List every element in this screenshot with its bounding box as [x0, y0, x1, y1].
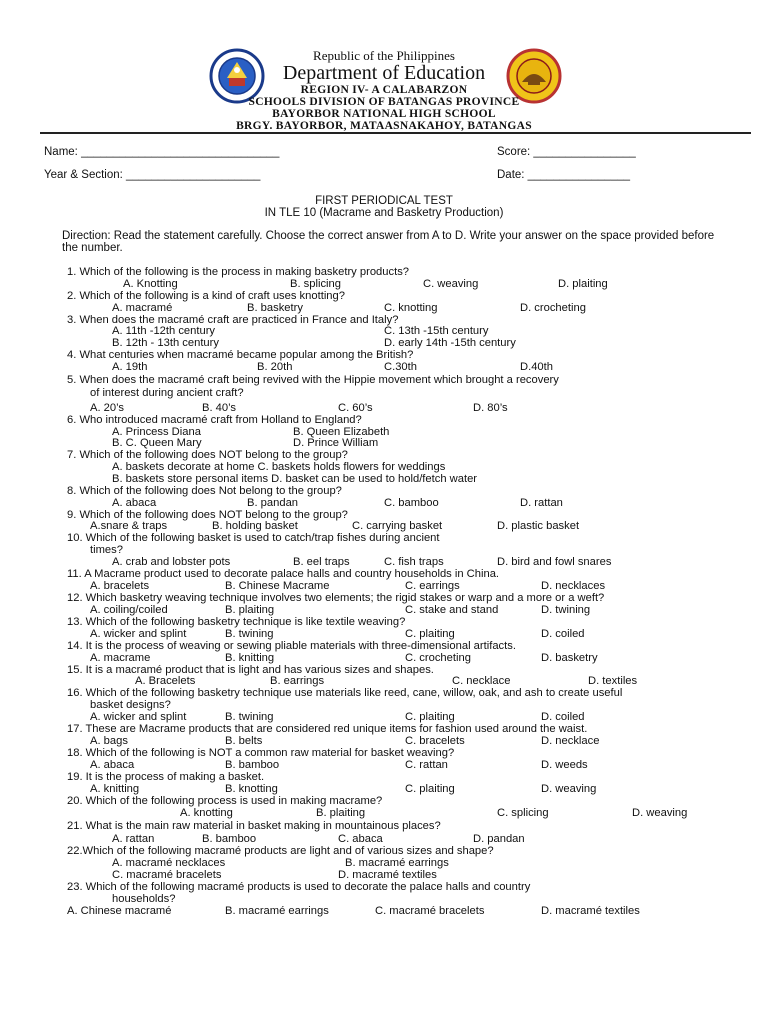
question-line: 8. Which of the following does Not belong to the group? — [67, 485, 342, 497]
question-line: C. macramé bracelets — [375, 905, 485, 917]
question-line: 13. Which of the following basketry technique is like textile weaving? — [67, 616, 406, 628]
question-line: D. macramé textiles — [541, 905, 640, 917]
question-line: 19. It is the process of making a basket. — [67, 771, 265, 783]
question-line: C. 60’s — [338, 402, 373, 414]
question-line: A. baskets decorate at home C. baskets holds flowers for weddings — [112, 461, 446, 473]
header-region: REGION IV- A CALABARZON — [300, 84, 468, 96]
score-field[interactable]: Score: ________________ — [497, 146, 636, 158]
name-field[interactable]: Name: _______________________________ — [44, 146, 280, 158]
question-line: B. baskets store personal items D. basket can be used to hold/fetch water — [112, 473, 478, 485]
question-line: 2. Which of the following is a kind of craft uses knotting? — [67, 290, 345, 302]
question-line: 9. Which of the following does NOT belong to the group? — [67, 509, 348, 521]
question-line: A. 20’s — [90, 402, 124, 414]
question-line: 18. Which of the following is NOT a common raw material for basket weaving? — [67, 747, 455, 759]
question-line: A. coiling/coiled — [90, 604, 168, 616]
question-line: B. 20th — [257, 361, 293, 373]
question-line: 22.Which of the following macramé products are light and of various sizes and shape? — [67, 845, 494, 857]
question-line: C. knotting — [384, 302, 438, 314]
question-line: A. crab and lobster pots — [112, 556, 231, 568]
question-line: D. weeds — [541, 759, 588, 771]
question-line: A.snare & traps — [90, 520, 168, 532]
question-line: D. bird and fowl snares — [497, 556, 612, 568]
header-address: BRGY. BAYORBOR, MATAASNAKAHOY, BATANGAS — [236, 120, 532, 132]
header-division: SCHOOLS DIVISION OF BATANGAS PROVINCE — [248, 96, 520, 108]
question-line: 14. It is the process of weaving or sewing pliable materials with three-dimensional artifacts. — [67, 640, 516, 652]
question-line: D. basketry — [541, 652, 598, 664]
header-republic: Republic of the Philippines — [313, 48, 455, 63]
question-line: B. basketry — [247, 302, 303, 314]
question-line: D. pandan — [473, 833, 525, 845]
question-line: B. macramé earrings — [225, 905, 329, 917]
question-line: B. macramé earrings — [345, 857, 449, 869]
header-school: BAYORBOR NATIONAL HIGH SCHOOL — [272, 108, 496, 120]
question-line: C. abaca — [338, 833, 383, 845]
question-line: 4. What centuries when macramé became popular among the British? — [67, 349, 414, 361]
question-line: D. early 14th -15th century — [384, 337, 516, 349]
question-line: A. abaca — [112, 497, 157, 509]
question-line: 23. Which of the following macramé products is used to decorate the palace halls and country — [67, 881, 531, 893]
question-line: D. plaiting — [558, 278, 608, 290]
question-line: B. plaiting — [316, 807, 366, 819]
question-line: A. macramé necklaces — [112, 857, 226, 869]
question-line: B. knitting — [225, 652, 275, 664]
question-line: B. holding basket — [212, 520, 298, 532]
question-line: D. necklace — [541, 735, 600, 747]
question-line: 11. A Macrame product used to decorate palace halls and country households in China. — [67, 568, 500, 580]
question-line: B. earrings — [270, 675, 325, 687]
question-line: basket designs? — [90, 699, 171, 711]
question-line: B. twining — [225, 711, 274, 723]
question-line: B. pandan — [247, 497, 299, 509]
question-line: B. knotting — [225, 783, 278, 795]
question-line: D. crocheting — [520, 302, 586, 314]
question-line: 6. Who introduced macramé craft from Holland to England? — [67, 414, 362, 426]
question-line: A. bracelets — [90, 580, 150, 592]
test-subtitle: IN TLE 10 (Macrame and Basketry Production) — [264, 207, 504, 219]
question-line: 1. Which of the following is the process in making basketry products? — [67, 266, 410, 278]
question-line: D. rattan — [520, 497, 563, 509]
question-line: 7. Which of the following does NOT belong to the group? — [67, 449, 348, 461]
question-line: B. 40’s — [202, 402, 236, 414]
question-line: 17. These are Macrame products that are considered red unique items for fashion used around the waist. — [67, 723, 588, 735]
question-line: households? — [112, 893, 176, 905]
question-line: C. plaiting — [405, 628, 455, 640]
question-line: B. bamboo — [225, 759, 280, 771]
question-line: 5. When does the macramé craft being revived with the Hippie movement which brought a recovery — [67, 374, 559, 386]
section-field[interactable]: Year & Section: _____________________ — [44, 169, 261, 181]
question-line: A. 19th — [112, 361, 148, 373]
question-line: C. macramé bracelets — [112, 869, 222, 881]
question-line: C. splicing — [497, 807, 549, 819]
question-line: B. Chinese Macrame — [225, 580, 330, 592]
question-line: D.40th — [520, 361, 553, 373]
question-line: C. necklace — [452, 675, 511, 687]
question-line: B. twining — [225, 628, 274, 640]
question-line: A. macrame — [90, 652, 151, 664]
header-department: Department of Education — [282, 62, 486, 84]
question-line: A. Chinese macramé — [67, 905, 172, 917]
question-line: B. eel traps — [293, 556, 350, 568]
question-line: D. textiles — [588, 675, 638, 687]
question-line: B. splicing — [290, 278, 341, 290]
question-line: D. twining — [541, 604, 591, 616]
question-line: 10. Which of the following basket is used to catch/trap fishes during ancient — [67, 532, 440, 544]
question-line: A. rattan — [112, 833, 155, 845]
question-line: C. plaiting — [405, 783, 455, 795]
header-divider — [40, 132, 751, 134]
question-line: B. belts — [225, 735, 263, 747]
question-line: C. stake and stand — [405, 604, 499, 616]
question-line: A. knitting — [90, 783, 140, 795]
question-line: C. earrings — [405, 580, 460, 592]
question-line: D. necklaces — [541, 580, 606, 592]
question-line: A. Knotting — [123, 278, 178, 290]
question-line: A. knotting — [180, 807, 233, 819]
question-line: B. plaiting — [225, 604, 275, 616]
question-line: C. bracelets — [405, 735, 465, 747]
question-line: 20. Which of the following process is used in making macrame? — [67, 795, 383, 807]
question-line: 3. When does the macramé craft are practiced in France and Italy? — [67, 314, 399, 326]
question-line: A. wicker and splint — [90, 711, 187, 723]
question-line: C. fish traps — [384, 556, 444, 568]
question-line: C. plaiting — [405, 711, 455, 723]
date-field[interactable]: Date: ________________ — [497, 169, 631, 181]
question-line: D. coiled — [541, 711, 585, 723]
question-line: C. carrying basket — [352, 520, 443, 532]
question-line: B. C. Queen Mary — [112, 437, 202, 449]
question-line: A. Princess Diana — [112, 426, 201, 438]
question-line: D. Prince William — [293, 437, 379, 449]
question-line: A. Bracelets — [135, 675, 196, 687]
question-line: C. weaving — [423, 278, 479, 290]
question-line: A. bags — [90, 735, 128, 747]
question-line: C. crocheting — [405, 652, 471, 664]
test-title: FIRST PERIODICAL TEST — [315, 195, 453, 207]
question-line: D. weaving — [632, 807, 688, 819]
test-direction: Direction: Read the statement carefully. Choose the correct answer from A to D. Write your answer on the space provided before the number. — [62, 230, 715, 254]
question-line: A. 11th -12th century — [112, 325, 216, 337]
question-line: B. bamboo — [202, 833, 257, 845]
question-line: C. bamboo — [384, 497, 439, 509]
question-line: 15. It is a macramé product that is light and has various sizes and shapes. — [67, 664, 434, 676]
question-line: B. Queen Elizabeth — [293, 426, 390, 438]
question-line: A. wicker and splint — [90, 628, 187, 640]
question-line: D. weaving — [541, 783, 597, 795]
question-line: of interest during ancient craft? — [90, 387, 244, 399]
question-line: C.30th — [384, 361, 417, 373]
question-line: 16. Which of the following basketry technique use materials like reed, cane, willow, oak, and ash to create useful — [67, 687, 623, 699]
question-line: 21. What is the main raw material in basket making in mountainous places? — [67, 820, 441, 832]
question-line: times? — [90, 544, 123, 556]
question-line: D. macramé textiles — [338, 869, 437, 881]
question-line: B. 12th - 13th century — [112, 337, 219, 349]
question-line: 12. Which basketry weaving technique involves two elements; the rigid stakes or warp and a more or a weft? — [67, 592, 605, 604]
question-line: A. abaca — [90, 759, 135, 771]
question-line: C. 13th -15th century — [384, 325, 489, 337]
question-line: C. rattan — [405, 759, 448, 771]
question-line: D. coiled — [541, 628, 585, 640]
question-line: D. 80’s — [473, 402, 508, 414]
question-line: D. plastic basket — [497, 520, 580, 532]
question-line: A. macramé — [112, 302, 173, 314]
